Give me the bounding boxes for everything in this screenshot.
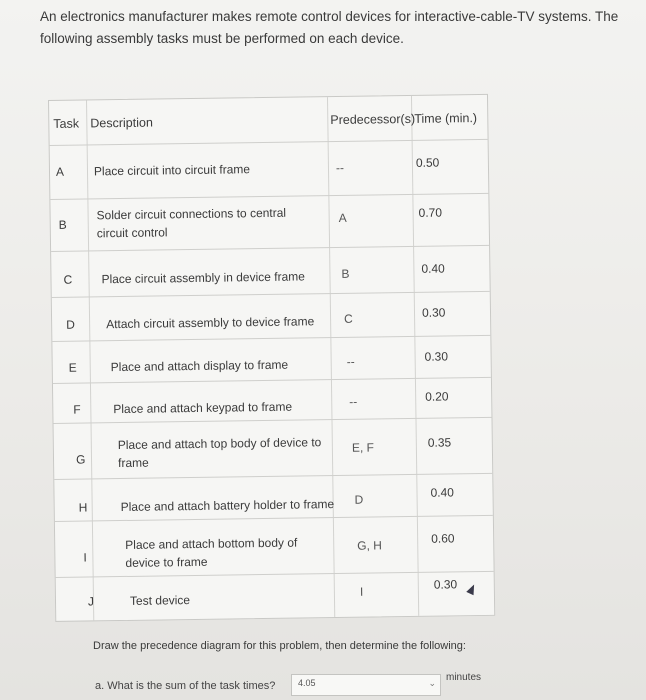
task-time: 0.70 xyxy=(418,205,443,220)
header-predecessors: Predecessor(s) xyxy=(330,111,416,128)
instruction-text: Draw the precedence diagram for this problem, then determine the following: xyxy=(93,640,466,652)
task-time: 0.20 xyxy=(425,389,449,404)
task-time: 0.50 xyxy=(415,155,440,170)
task-description: Attach circuit assembly to device frame xyxy=(106,314,315,332)
chevron-down-icon: ⌄ xyxy=(428,678,436,688)
task-time: 0.30 xyxy=(424,349,449,364)
task-description: Place and attach battery holder to frame xyxy=(120,497,335,515)
task-time: 0.30 xyxy=(421,305,446,320)
row-divider xyxy=(52,335,490,342)
task-id: G xyxy=(75,452,86,467)
row-divider xyxy=(54,473,492,480)
task-description: Place circuit into circuit frame xyxy=(93,162,251,179)
task-time: 0.60 xyxy=(431,531,455,546)
task-description: Place circuit assembly in device frame xyxy=(101,269,306,287)
task-predecessors: -- xyxy=(349,394,358,409)
row-divider xyxy=(56,571,494,578)
row-divider xyxy=(51,245,489,252)
header-description: Description xyxy=(90,115,153,131)
header-task: Task xyxy=(53,116,80,131)
task-predecessors: G, H xyxy=(357,538,383,553)
task-description: Place and attach bottom body of device to frame xyxy=(125,535,298,570)
answer-value: 4.05 xyxy=(298,678,316,688)
task-description: Place and attach top body of device to frame xyxy=(117,435,322,471)
answer-dropdown[interactable] xyxy=(291,674,441,696)
task-description: Place and attach display to frame xyxy=(110,357,289,375)
task-time: 0.30 xyxy=(433,577,458,592)
task-predecessors: -- xyxy=(346,354,355,369)
task-predecessors: B xyxy=(341,266,350,281)
task-id: I xyxy=(83,550,87,565)
task-predecessors: A xyxy=(338,210,347,225)
task-description: Test device xyxy=(129,593,191,608)
task-table xyxy=(48,94,495,622)
row-divider xyxy=(52,291,490,298)
row-divider xyxy=(50,139,488,146)
task-id: B xyxy=(58,217,67,232)
column-divider xyxy=(411,96,419,616)
task-id: E xyxy=(68,360,77,375)
task-predecessors: I xyxy=(359,584,364,599)
task-predecessors: E, F xyxy=(351,440,374,455)
problem-intro: An electronics manufacturer makes remote control devices for interactive-cable-TV systems. The following assembly tasks must be performed on each device. xyxy=(40,9,619,46)
answer-units: minutes xyxy=(446,672,482,683)
header-time: Time (min.) xyxy=(414,111,478,126)
task-id: H xyxy=(78,500,88,515)
question-a-row xyxy=(95,672,495,696)
task-predecessors: -- xyxy=(335,160,345,175)
row-divider xyxy=(50,193,488,200)
row-divider xyxy=(53,377,491,384)
task-id: F xyxy=(73,402,81,417)
column-divider xyxy=(86,100,94,620)
task-description: Solder circuit connections to central circuit control xyxy=(96,205,287,241)
question-a-label: a. What is the sum of the task times? xyxy=(95,680,276,692)
task-time: 0.40 xyxy=(430,485,454,500)
task-predecessors: C xyxy=(343,311,353,326)
task-id: D xyxy=(66,317,75,332)
task-id: C xyxy=(63,272,73,287)
task-predecessors: D xyxy=(354,492,364,507)
task-id: J xyxy=(87,594,95,609)
task-time: 0.35 xyxy=(427,435,452,450)
task-time: 0.40 xyxy=(421,261,445,276)
task-id: A xyxy=(55,164,65,179)
task-description: Place and attach keypad to frame xyxy=(113,399,293,417)
